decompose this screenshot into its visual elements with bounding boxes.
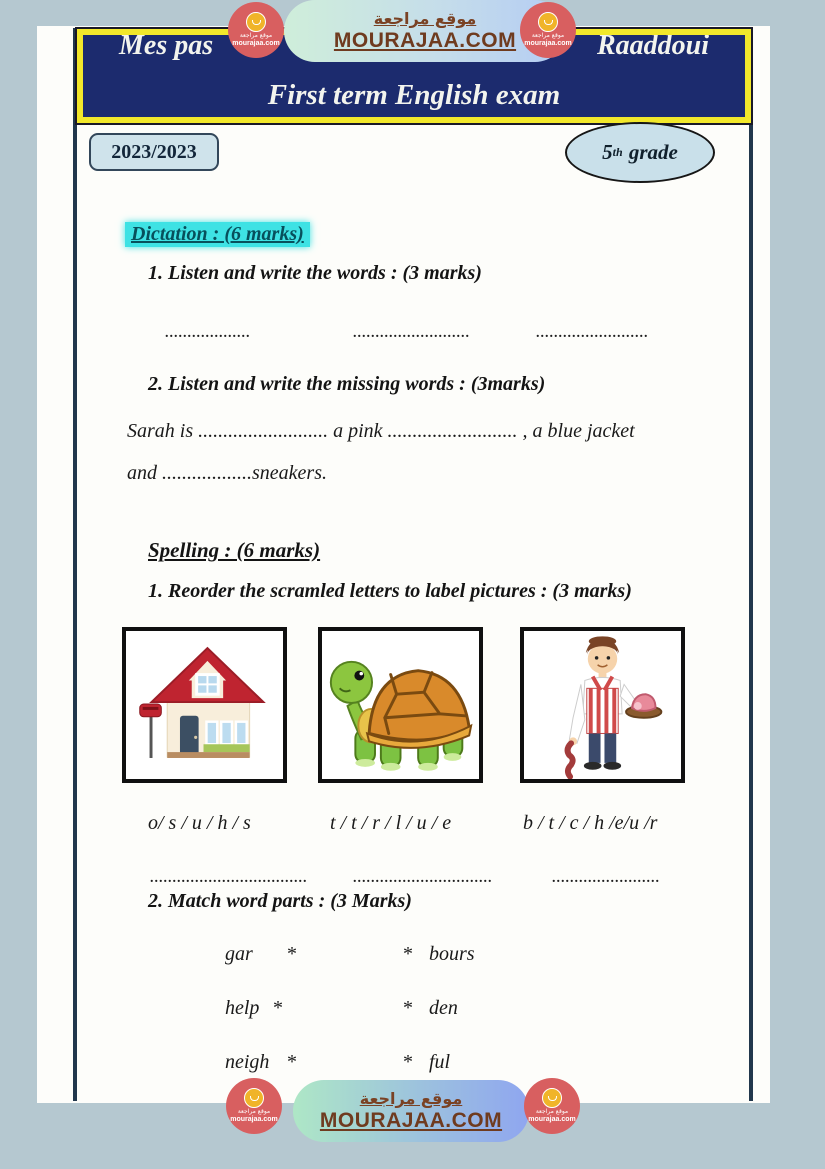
grade-badge — [565, 122, 715, 183]
exam-title: First term English exam — [267, 79, 561, 111]
match-bullet: * — [403, 997, 413, 1019]
logo-book-icon — [244, 1088, 264, 1108]
grade-word: grade — [628, 140, 678, 164]
match-bullet: * — [403, 943, 413, 965]
school-title-fragment-right: Raaddoui — [596, 30, 709, 61]
scrambled-letters-turtle: t / t / r / l / u / e — [330, 812, 452, 834]
section-heading-spelling: Spelling : (6 marks) — [148, 538, 321, 562]
scrambled-letters-house: o/ s / u / h / s — [148, 812, 251, 834]
left-border-rule — [73, 28, 77, 1101]
logo-text-url: mourajaa.com — [230, 1115, 278, 1123]
exam-sheet — [37, 26, 770, 1103]
answer-blank: ............................... — [353, 871, 493, 886]
match-bullet: * — [287, 943, 297, 965]
watermark-site-url: MOURAJAA.COM — [319, 1109, 503, 1132]
house-illustration — [126, 631, 283, 779]
logo-text-url: mourajaa.com — [528, 1115, 576, 1123]
grade-number: 5 — [602, 140, 613, 164]
fill-in-sentence-line-1: Sarah is .......................... a pink .......................... , a blue jacket — [127, 420, 635, 442]
match-bullet: * — [287, 1051, 297, 1073]
match-left-word: gar — [225, 943, 253, 965]
match-right-word: ful — [429, 1051, 451, 1073]
match-bullet: * — [273, 997, 283, 1019]
year-badge — [89, 133, 219, 171]
answer-blank: ................................... — [150, 871, 308, 886]
match-left-word: neigh — [225, 1051, 270, 1073]
answer-blank: ........................ — [552, 871, 660, 886]
match-row — [37, 1051, 770, 1077]
right-border-rule — [749, 28, 753, 1101]
picture-frame-turtle — [318, 627, 483, 783]
watermark-site-name-arabic: موقع مراجعة — [373, 8, 477, 28]
butcher-illustration — [524, 631, 681, 779]
spelling-question-1: 1. Reorder the scramled letters to label pictures : (3 marks) — [148, 580, 632, 602]
logo-book-icon — [542, 1088, 562, 1108]
spelling-question-2: 2. Match word parts : (3 Marks) — [148, 890, 412, 912]
logo-book-icon — [538, 12, 558, 32]
picture-frame-house — [122, 627, 287, 783]
logo-text-arabic: موقع مراجعة — [239, 32, 273, 40]
logo-text-url: mourajaa.com — [232, 39, 280, 47]
site-logo-badge — [524, 1078, 580, 1134]
logo-book-icon — [246, 12, 266, 32]
site-logo-badge — [520, 2, 576, 58]
match-row — [37, 997, 770, 1023]
match-right-word: bours — [429, 943, 475, 965]
answer-blank: .......................... — [353, 326, 470, 341]
watermark-site-url: MOURAJAA.COM — [333, 29, 517, 52]
school-title-fragment-left: Mes pas — [119, 30, 214, 61]
dictation-question-2: 2. Listen and write the missing words : (3marks) — [148, 373, 546, 395]
fill-in-sentence-line-2: and ..................sneakers. — [127, 462, 327, 484]
picture-frame-butcher — [520, 627, 685, 783]
logo-text-arabic: موقع مراجعة — [237, 1108, 271, 1116]
answer-blank: ................... — [165, 326, 251, 341]
grade-ordinal: th — [612, 145, 623, 159]
answer-blank: ......................... — [536, 326, 649, 341]
logo-text-arabic: موقع مراجعة — [531, 32, 565, 40]
year-badge-label: 2023/2023 — [111, 140, 197, 163]
turtle-illustration — [322, 631, 479, 779]
match-row — [37, 943, 770, 969]
section-heading-dictation: Dictation : (6 marks) — [125, 222, 310, 247]
logo-text-arabic: موقع مراجعة — [535, 1108, 569, 1116]
scrambled-letters-butcher: b / t / c / h /e/u /r — [523, 812, 658, 834]
watermark-site-name-arabic: موقع مراجعة — [359, 1088, 463, 1108]
match-right-word: den — [429, 997, 458, 1019]
watermark-banner-bottom — [293, 1080, 529, 1142]
site-logo-badge — [226, 1078, 282, 1134]
logo-text-url: mourajaa.com — [524, 39, 572, 47]
match-bullet: * — [403, 1051, 413, 1073]
site-logo-badge — [228, 2, 284, 58]
dictation-question-1: 1. Listen and write the words : (3 marks) — [148, 262, 482, 284]
match-left-word: help — [225, 997, 260, 1019]
